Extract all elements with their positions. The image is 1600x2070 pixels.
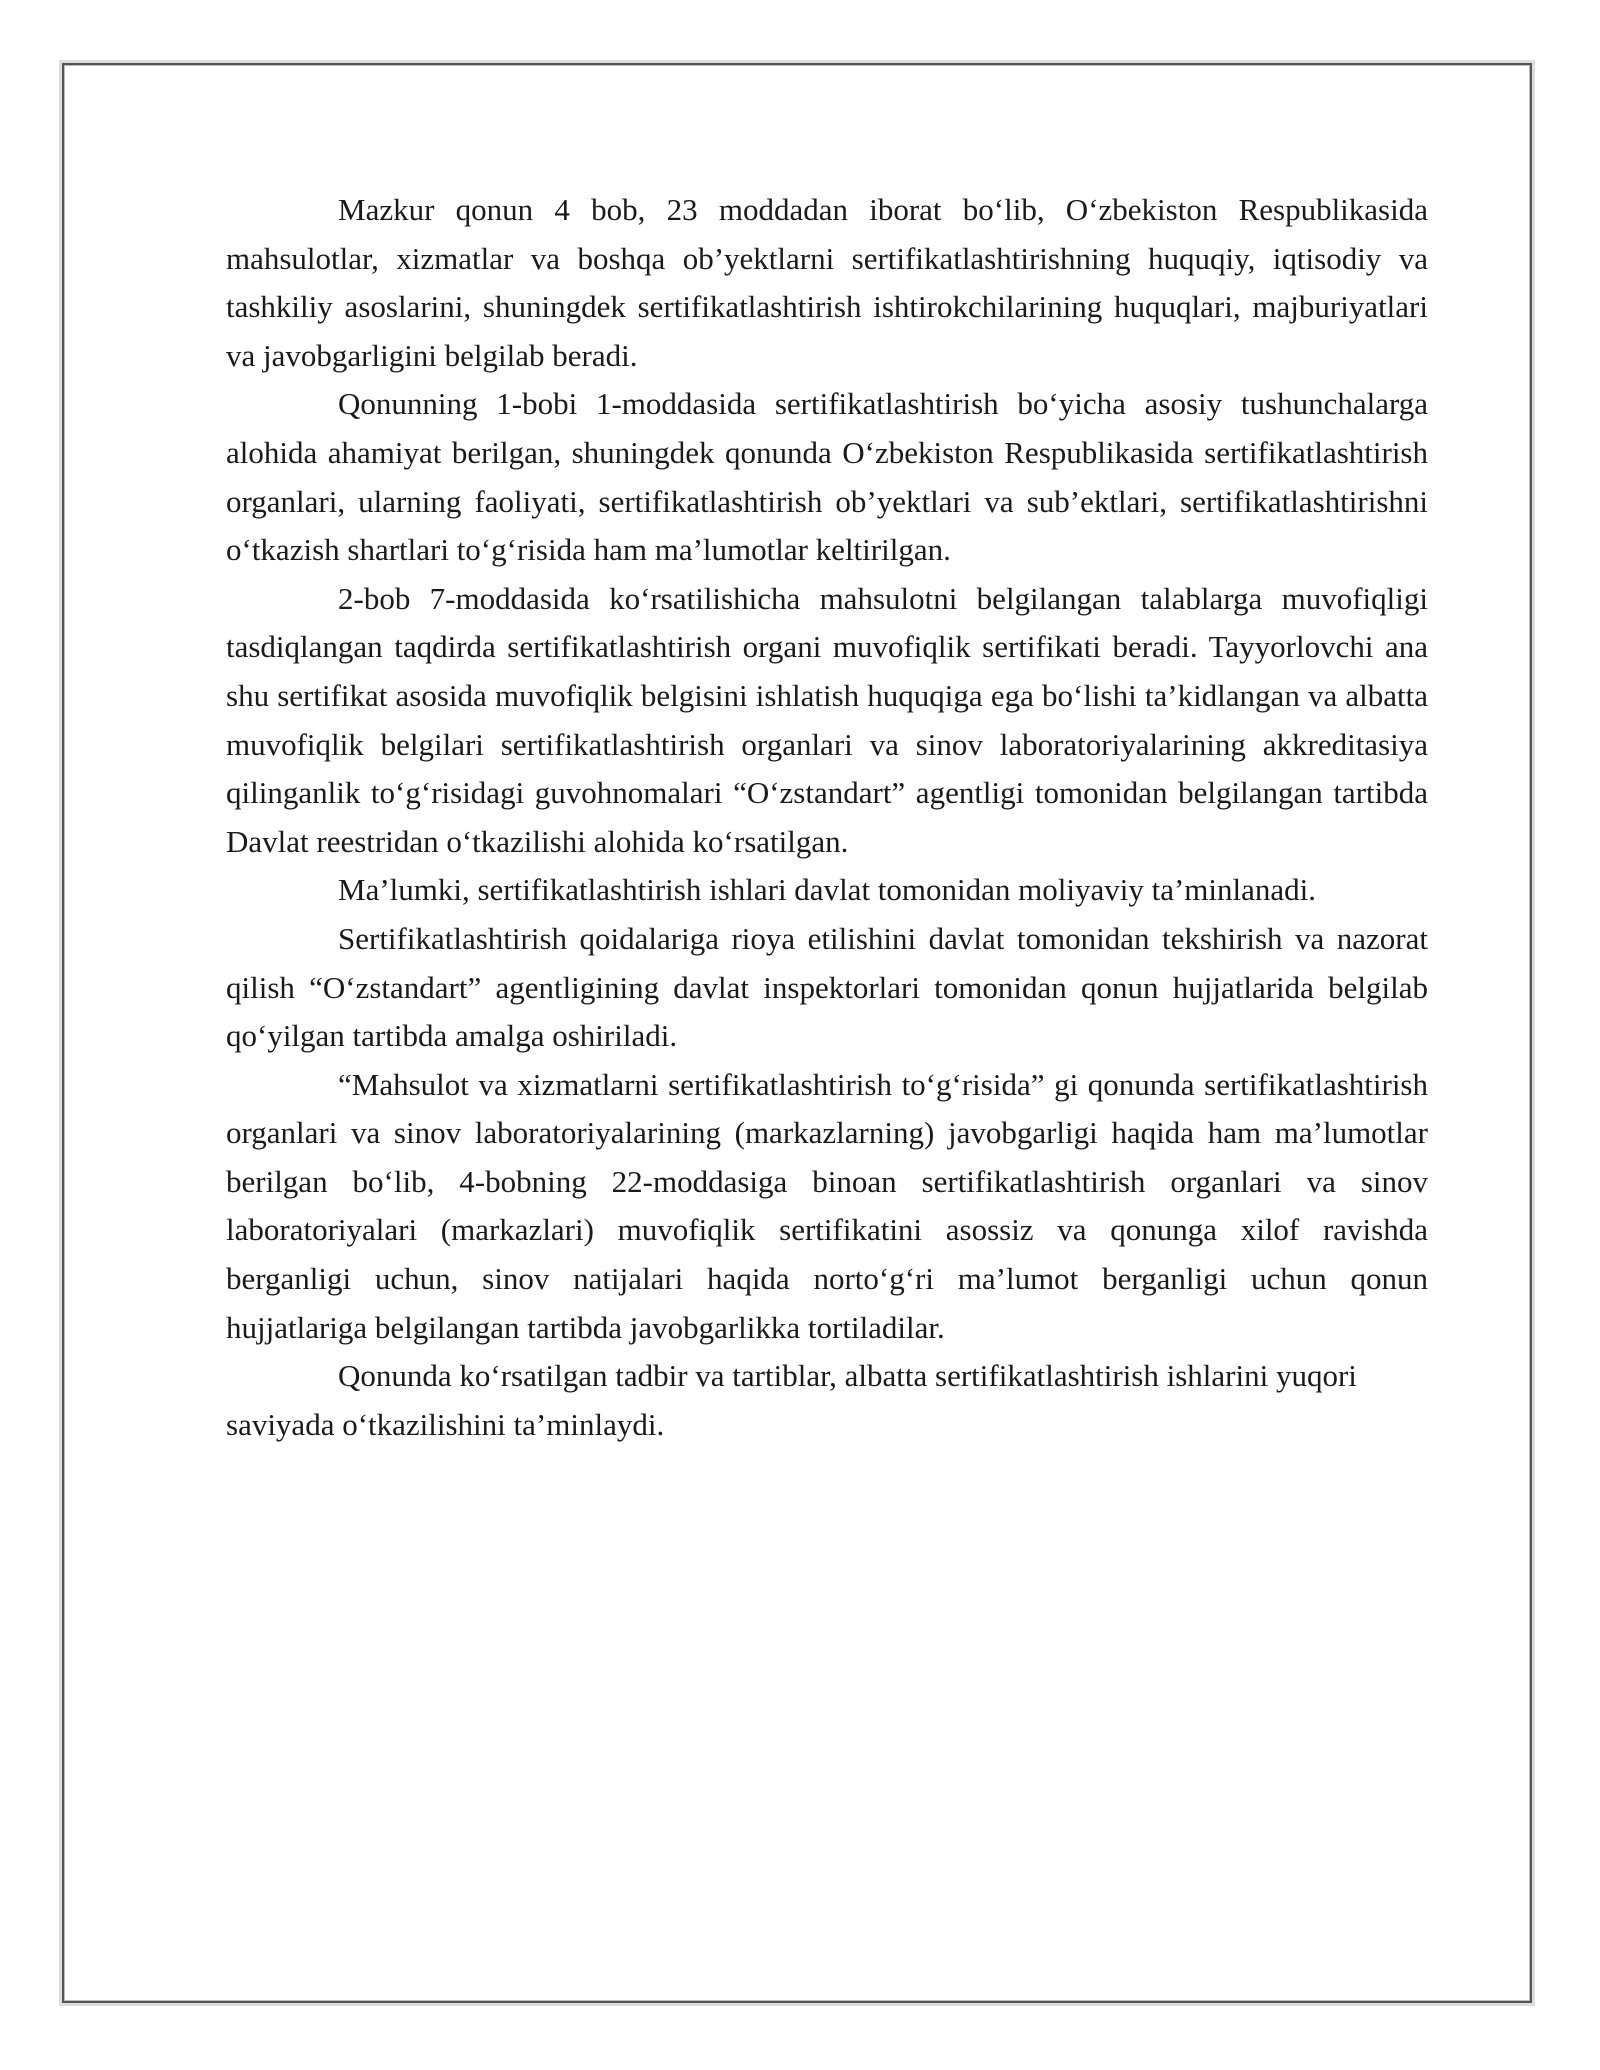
paragraph: Qonunning 1-bobi 1-moddasida sertifikatlashtirish bo‘yicha asosiy tushunchalarga alohida ahamiyat berilgan, shuningdek qonunda O‘zbekiston Respublikasida sertifikatlashtirish organlari, ularning faoliyati, sertifikatlashtirish ob’yektlari va sub’ektlari, sertifikatlashtirishni o‘tkazish shartlari to‘g‘risida ham ma’lumotlar keltirilgan. <box>226 386 1428 568</box>
document-body <box>226 186 1428 1449</box>
paragraph: Mazkur qonun 4 bob, 23 moddadan iborat bo‘lib, O‘zbekiston Respublikasida mahsulotlar, xizmatlar va boshqa ob’yektlarni sertifikatlashtirishning huquqiy, iqtisodiy va tashkiliy asoslarini, shuningdek sertifikatlashtirish ishtirokchilarining huquqlari, majburiyatlari va javobgarligini belgilab beradi. <box>226 192 1428 373</box>
paragraph: 2-bob 7-moddasida ko‘rsatilishicha mahsulotni belgilangan talablarga muvofiqligi tasdiqlangan taqdirda sertifikatlashtirish organi muvofiqlik sertifikati beradi. Tayyorlovchi ana shu sertifikat asosida muvofiqlik belgisini ishlatish huquqiga ega bo‘lishi ta’kidlangan va albatta muvofiqlik belgilari sertifikatlashtirish organlari va sinov laboratoriyalarining akkreditasiya qilinganlik to‘g‘risidagi guvohnomalari “O‘zstandart” agentligi tomonidan belgilangan tartibda Davlat reestridan o‘tkazilishi alohida ko‘rsatilgan. <box>226 580 1428 859</box>
paragraph: “Mahsulot va xizmatlarni sertifikatlashtirish to‘g‘risida” gi qonunda sertifikatlashtirish organlari va sinov laboratoriyalarining (markazlarning) javobgarligi haqida ham ma’lumotlar berilgan bo‘lib, 4-bobning 22-moddasiga binoan sertifikatlashtirish organlari va sinov laboratoriyalari (markazlari) muvofiqlik sertifikatini asossiz va qonunga xilof ravishda berganligi uchun, sinov natijalari haqida norto‘g‘ri ma’lumot berganligi uchun qonun hujjatlariga belgilangan tartibda javobgarlikka tortiladilar. <box>226 1066 1428 1345</box>
paragraph: Ma’lumki, sertifikatlashtirish ishlari davlat tomonidan moliyaviy ta’minlanadi. <box>338 872 1317 908</box>
paragraph: Qonunda ko‘rsatilgan tadbir va tartiblar, albatta sertifikatlashtirish ishlarini yuqori saviyada o‘tkazilishini ta’minlaydi. <box>226 1358 1357 1442</box>
paragraph: Sertifikatlashtirish qoidalariga rioya etilishini davlat tomonidan tekshirish va nazorat qilish “O‘zstandart” agentligining davlat inspektorlari tomonidan qonun hujjatlarida belgilab qo‘yilgan tartibda amalga oshiriladi. <box>226 920 1428 1054</box>
